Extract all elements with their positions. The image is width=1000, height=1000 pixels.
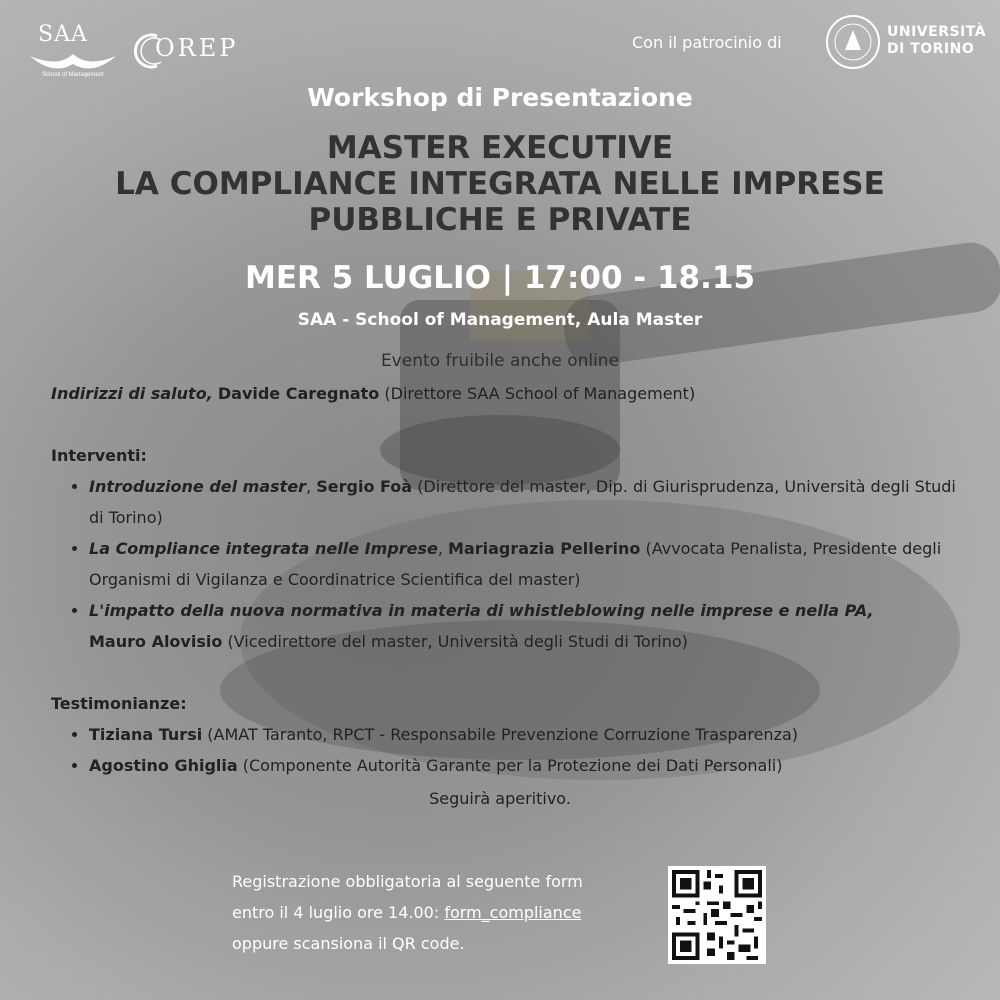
- separator: ,: [437, 539, 443, 558]
- event-title-line: PUBBLICHE E PRIVATE: [308, 202, 692, 238]
- event-title-line: LA COMPLIANCE INTEGRATA NELLE IMPRESE: [115, 166, 885, 202]
- saa-logo-subtitle: School of Management: [42, 72, 104, 78]
- greeting-detail: (Direttore SAA School of Management): [384, 384, 696, 403]
- corep-logo: [127, 32, 257, 70]
- saa-logo: [28, 22, 118, 82]
- event-title: [0, 130, 1000, 238]
- talk-detail: (Direttore del master, Dip. di Giurisprudenza, Università degli Studi di Torino): [89, 477, 956, 527]
- program: [51, 378, 961, 781]
- unito-logo: [825, 14, 987, 74]
- closing-note: Seguirà aperitivo.: [429, 789, 571, 808]
- testimonianze-list: [51, 719, 961, 781]
- registration-line-2: [232, 897, 652, 928]
- list-item: [89, 471, 961, 533]
- greeting-role: Indirizzi di saluto,: [51, 384, 213, 403]
- talk-detail: (Avvocata Penalista, Presidente degli Organismi di Vigilanza e Coordinatrice Scientifica del master): [89, 539, 942, 589]
- unito-line-2: DI TORINO: [887, 41, 975, 57]
- list-item: [89, 750, 961, 781]
- interventi-list: [51, 471, 961, 657]
- saa-logo-text: SAA: [38, 22, 88, 47]
- testimonial-detail: (Componente Autorità Garante per la Protezione dei Dati Personali): [242, 756, 783, 775]
- registration-line-1: Registrazione obbligatoria al seguente form: [232, 872, 583, 891]
- list-item: [89, 719, 961, 750]
- event-date-time: MER 5 LUGLIO | 17:00 - 18.15: [244, 260, 756, 296]
- testimonial-detail: (AMAT Taranto, RPCT - Responsabile Prevenzione Corruzione Trasparenza): [207, 725, 799, 744]
- greeting-line: [51, 378, 961, 409]
- corep-logo-text: OREP: [155, 34, 239, 62]
- qr-code-icon[interactable]: [668, 866, 766, 964]
- talk-topic: La Compliance integrata nelle Imprese: [89, 539, 438, 558]
- registration-deadline: entro il 4 luglio ore 14.00:: [232, 903, 445, 922]
- registration-line-3: oppure scansiona il QR code.: [232, 934, 465, 953]
- testimonianze-heading: Testimonianze:: [51, 694, 187, 713]
- unito-logo-text: [887, 24, 986, 58]
- interventi-heading: Interventi:: [51, 446, 147, 465]
- event-title-line: MASTER EXECUTIVE: [326, 130, 674, 166]
- registration-info: [232, 866, 652, 959]
- talk-speaker: Mauro Alovisio: [89, 632, 223, 651]
- testimonial-speaker: Agostino Ghiglia: [89, 756, 238, 775]
- separator: ,: [306, 477, 312, 496]
- event-venue: SAA - School of Management, Aula Master: [297, 310, 703, 330]
- online-note: Evento fruibile anche online: [380, 351, 620, 371]
- header-logos: [0, 0, 1000, 90]
- list-item: [89, 595, 961, 657]
- talk-detail: (Vicedirettore del master, Università degli Studi di Torino): [227, 632, 688, 651]
- talk-topic: Introduzione del master: [89, 477, 307, 496]
- testimonial-speaker: Tiziana Tursi: [89, 725, 203, 744]
- unito-seal-icon: [825, 14, 881, 70]
- greeting-speaker: Davide Caregnato: [217, 384, 380, 403]
- event-subtitle: Workshop di Presentazione: [307, 83, 693, 112]
- list-item: [89, 533, 961, 595]
- registration-form-link[interactable]: form_compliance: [444, 903, 582, 922]
- talk-speaker: Sergio Foà: [316, 477, 413, 496]
- patronage-label: Con il patrocinio di: [632, 33, 782, 52]
- talk-topic: L'impatto della nuova normativa in materia di whistleblowing nelle imprese e nella PA,: [89, 601, 874, 620]
- talk-speaker: Mariagrazia Pellerino: [448, 539, 641, 558]
- unito-line-1: UNIVERSITÀ: [887, 24, 987, 40]
